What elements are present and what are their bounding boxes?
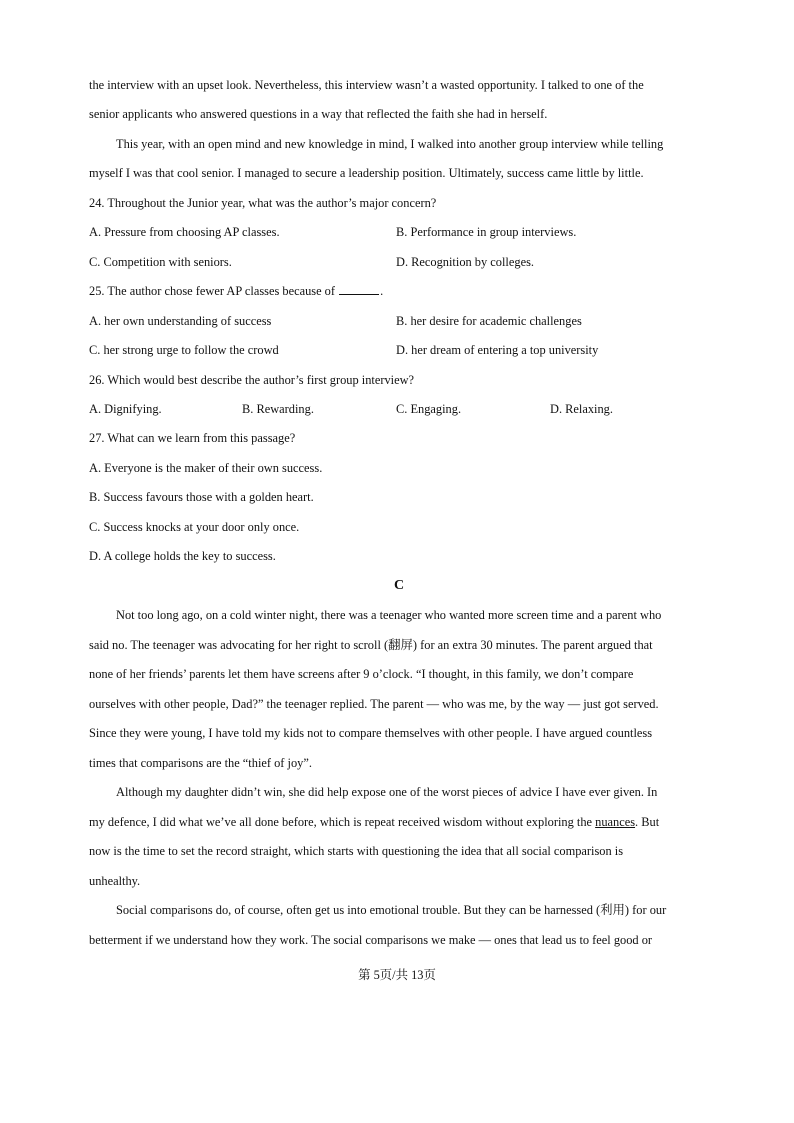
question-26-option-b: B. Rewarding. [242, 402, 314, 416]
passage-b-line-2: senior applicants who answered questions in a way that reflected the faith she had in herself. [89, 107, 548, 121]
question-24-option-b: B. Performance in group interviews. [396, 225, 577, 239]
question-25-stem-end: . [380, 284, 384, 298]
passage-b-line-1: the interview with an upset look. Nevertheless, this interview wasn’t a wasted opportunity. I talked to one of the [89, 78, 644, 92]
passage-c-p2-line-1: Although my daughter didn’t win, she did help expose one of the worst pieces of advice I have ever given. In [116, 785, 658, 799]
page-footer: 第 5页/共 13页 [358, 968, 436, 982]
passage-c-p2-line-2 [89, 814, 659, 830]
underlined-word: nuances [595, 815, 636, 829]
passage-c-p1-line-3: none of her friends’ parents let them have screens after 9 o’clock. “I thought, in this family, we don’t compare [89, 667, 634, 681]
p2-line-2-text: my defence, I did what we’ve all done before, which is repeat received wisdom without exploring the [89, 815, 596, 829]
question-25-stem [89, 283, 383, 299]
question-25-option-d: D. her dream of entering a top university [396, 343, 599, 357]
passage-c-p2-line-3: now is the time to set the record straight, which starts with questioning the idea that all social comparison is [89, 844, 624, 858]
passage-c-p1-line-4: ourselves with other people, Dad?” the teenager replied. The parent — who was me, by the way — just got served. [89, 697, 659, 711]
passage-c-p1-line-1: Not too long ago, on a cold winter night, there was a teenager who wanted more screen time and a parent who [116, 608, 662, 622]
question-26-option-a: A. Dignifying. [89, 402, 162, 416]
passage-c-p2-line-4: unhealthy. [89, 874, 141, 888]
question-26-option-c: C. Engaging. [396, 402, 462, 416]
question-27-stem: 27. What can we learn from this passage? [89, 431, 296, 445]
question-25-stem-text: 25. The author chose fewer AP classes because of [89, 284, 336, 298]
passage-c-p1-line-6: times that comparisons are the “thief of joy”. [89, 756, 312, 770]
question-27-option-b: B. Success favours those with a golden heart. [89, 490, 314, 504]
passage-b-line-3: This year, with an open mind and new knowledge in mind, I walked into another group interview while telling [116, 137, 664, 151]
question-24-stem: 24. Throughout the Junior year, what was the author’s major concern? [89, 196, 437, 210]
question-24-option-a: A. Pressure from choosing AP classes. [89, 225, 280, 239]
answer-blank [339, 283, 379, 295]
passage-b-line-4: myself I was that cool senior. I managed to secure a leadership position. Ultimately, success came little by little. [89, 166, 644, 180]
passage-c-p1-line-2: said no. The teenager was advocating for her right to scroll (翻屏) for an extra 30 minutes. The parent argued that [89, 638, 653, 652]
question-27-option-a: A. Everyone is the maker of their own success. [89, 461, 323, 475]
passage-c-p3-line-1: Social comparisons do, of course, often get us into emotional trouble. But they can be harnessed (利用) for our [116, 903, 667, 917]
question-25-option-c: C. her strong urge to follow the crowd [89, 343, 279, 357]
passage-c-title: C [393, 578, 405, 593]
question-27-option-d: D. A college holds the key to success. [89, 549, 276, 563]
question-26-stem: 26. Which would best describe the author’s first group interview? [89, 373, 415, 387]
p2-line-2-end: . But [635, 815, 660, 829]
question-25-option-b: B. her desire for academic challenges [396, 314, 582, 328]
question-27-option-c: C. Success knocks at your door only once. [89, 520, 300, 534]
question-26-option-d: D. Relaxing. [550, 402, 613, 416]
passage-c-p1-line-5: Since they were young, I have told my kids not to compare themselves with other people. I have argued countless [89, 726, 653, 740]
question-24-option-c: C. Competition with seniors. [89, 255, 232, 269]
question-24-option-d: D. Recognition by colleges. [396, 255, 534, 269]
question-25-option-a: A. her own understanding of success [89, 314, 272, 328]
passage-c-p3-line-2: betterment if we understand how they work. The social comparisons we make — ones that lead us to feel good or [89, 933, 653, 947]
